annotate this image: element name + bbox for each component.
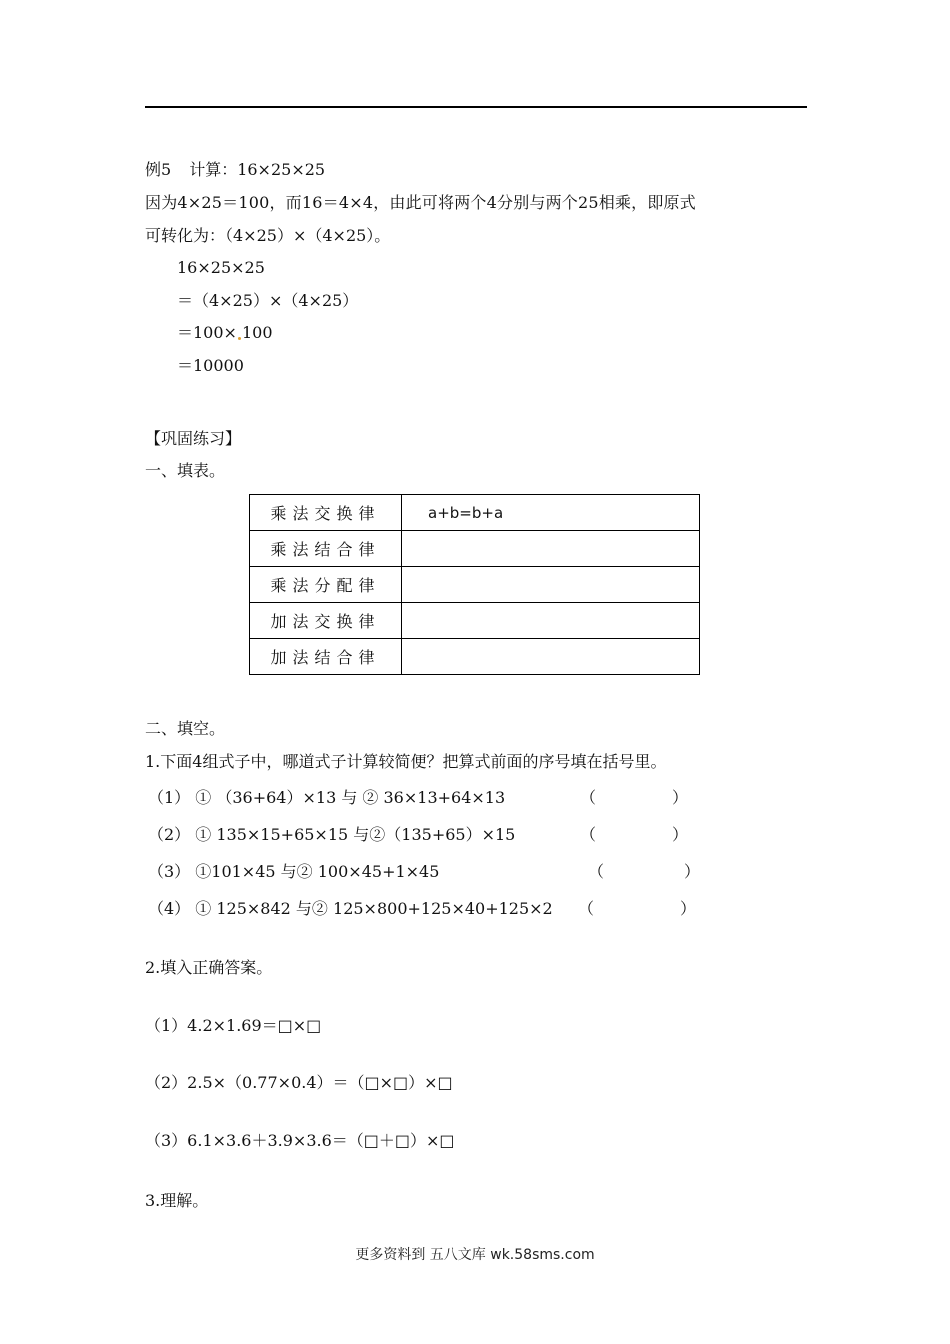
law-table [249, 494, 700, 675]
answer-close-paren: ） [672, 825, 689, 844]
table-row [250, 639, 700, 675]
law-name-cell: 乘法交换律 [250, 495, 402, 531]
question-1-item-4: （4） ① 125×842 与② 125×800+125×40+125×2 [148, 899, 553, 918]
question-2-prompt: 2.填入正确答案。 [145, 958, 273, 977]
solution-step-3 [177, 322, 273, 344]
law-name-cell: 加法结合律 [250, 639, 402, 675]
solution-step-2: ＝（4×25）×（4×25） [177, 291, 359, 310]
question-1-item-1: （1） ① （36+64）×13 与 ② 36×13+64×13 [148, 788, 506, 807]
question-1-item-3b: +1×45 [382, 862, 440, 881]
law-name-cell: 乘法结合律 [250, 531, 402, 567]
table-row [250, 495, 700, 531]
law-formula-cell[interactable] [402, 639, 700, 675]
answer-close-paren: ） [684, 862, 701, 881]
law-formula-cell[interactable]: a+b=b+a [402, 495, 700, 531]
section1-heading: 一、填表。 [145, 461, 226, 480]
question-2-item-2: （2）2.5×（0.77×0.4）＝（□×□）×□ [145, 1073, 453, 1092]
example-problem: 计算：16×25×25 [189, 160, 326, 179]
answer-open-paren: （ [580, 825, 597, 844]
solution-step-3a: ＝100× [177, 323, 237, 342]
law-formula-cell[interactable] [402, 603, 700, 639]
footer-link[interactable]: 更多资料到 五八文库 wk.58sms.com [355, 1247, 595, 1263]
answer-open-paren: （ [588, 862, 605, 881]
example-label: 例5 [145, 160, 172, 179]
solution-step-3b: 100 [241, 323, 273, 342]
question-1-item-3a: （3） ①101×45 与② 100×45 [148, 862, 383, 881]
question-1-prompt: 1.下面4组式子中，哪道式子计算较简便？把算式前面的序号填在括号里。 [145, 752, 667, 771]
law-name-cell: 乘法分配律 [250, 567, 402, 603]
law-formula-cell[interactable] [402, 531, 700, 567]
table-row [250, 531, 700, 567]
answer-close-paren: ） [680, 899, 697, 918]
example-title [145, 159, 325, 181]
section2-heading: 二、填空。 [145, 719, 226, 738]
answer-open-paren: （ [580, 788, 597, 807]
question-1-item-3 [148, 861, 439, 883]
table-row [250, 567, 700, 603]
annotation-dot [238, 337, 241, 340]
law-formula-cell[interactable] [402, 567, 700, 603]
practice-heading: 【巩固练习】 [145, 429, 242, 448]
table-row [250, 603, 700, 639]
answer-close-paren: ） [672, 788, 689, 807]
explanation-line-1: 因为4×25＝100，而16＝4×4，由此可将两个4分别与两个25相乘，即原式 [145, 193, 696, 212]
question-2-item-3: （3）6.1×3.6＋3.9×3.6＝（□＋□）×□ [145, 1131, 455, 1150]
solution-step-1: 16×25×25 [177, 258, 265, 277]
solution-step-4: ＝10000 [177, 356, 244, 375]
law-name-cell: 加法交换律 [250, 603, 402, 639]
header-rule [145, 106, 807, 108]
question-3-prompt: 3.理解。 [145, 1191, 209, 1210]
explanation-line-2: 可转化为：（4×25）×（4×25）。 [145, 226, 391, 245]
answer-open-paren: （ [578, 899, 595, 918]
question-2-item-1: （1）4.2×1.69＝□×□ [145, 1016, 322, 1035]
question-1-item-2: （2） ① 135×15+65×15 与②（135+65）×15 [148, 825, 516, 844]
